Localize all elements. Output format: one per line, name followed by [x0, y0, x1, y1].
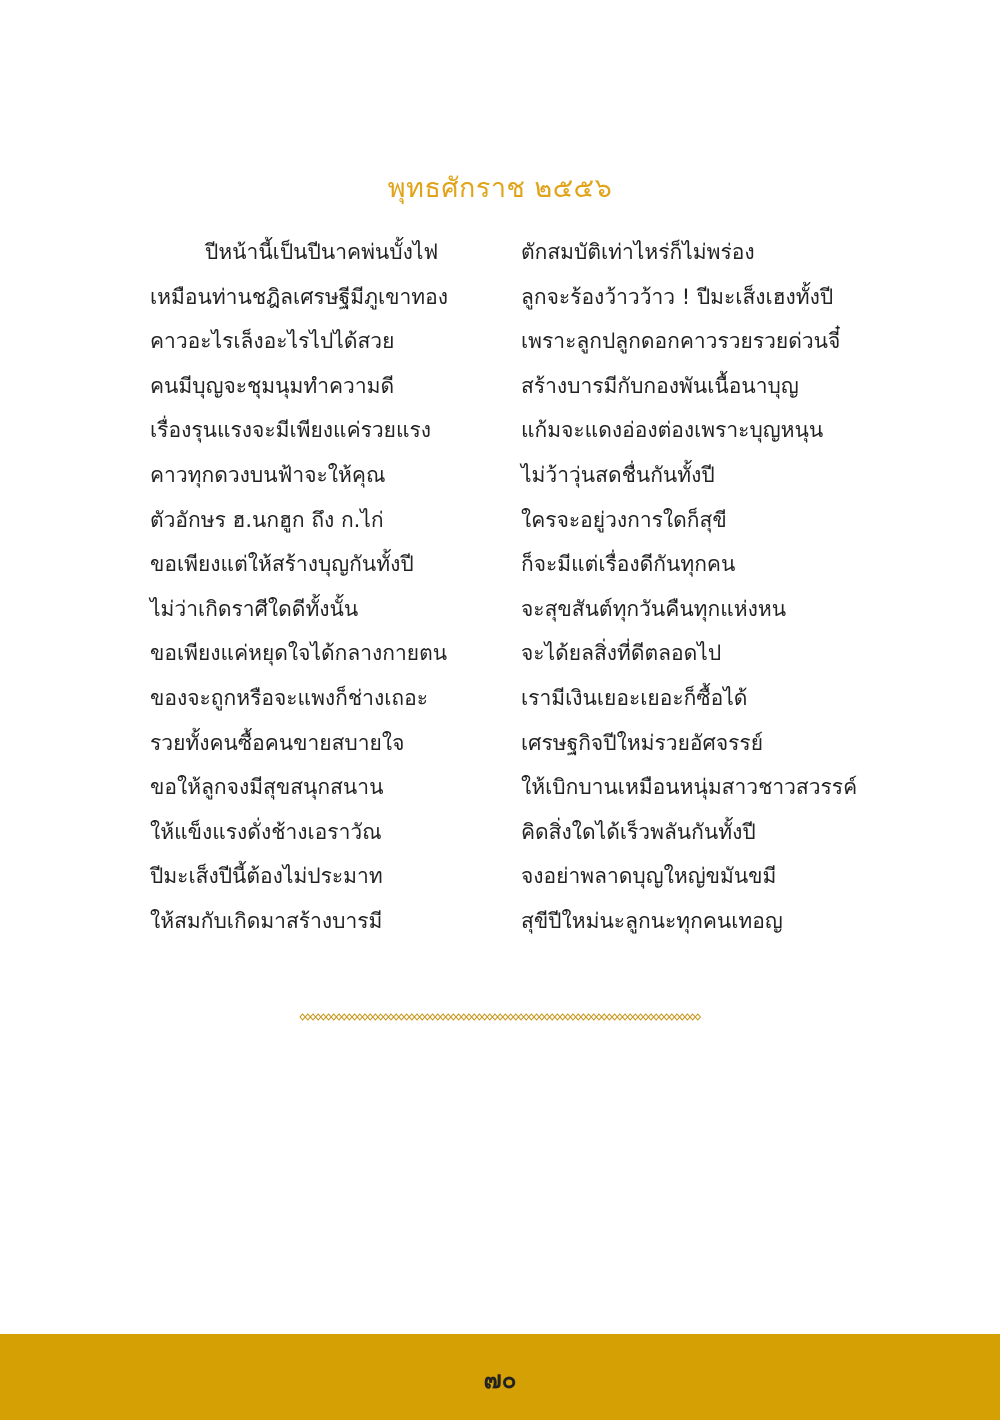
poem-line: จะสุขสันต์ทุกวันคืนทุกแห่งหน: [521, 596, 787, 621]
diamond-link: [305, 1014, 310, 1020]
diamond-link: [570, 1014, 575, 1020]
diamond-link: [612, 1014, 617, 1020]
diamond-link: [472, 1014, 477, 1020]
diamond-link: [331, 1014, 336, 1020]
diamond-link: [498, 1014, 503, 1020]
diamond-link: [357, 1014, 362, 1020]
diamond-link: [524, 1014, 529, 1020]
diamond-link: [461, 1014, 466, 1020]
poem-line: ปีหน้านี้เป็นปีนาคพ่นบั้งไฟ: [205, 240, 439, 264]
diamond-link: [654, 1014, 659, 1020]
diamond-link: [352, 1014, 357, 1020]
poem-line: ให้เบิกบานเหมือนหนุ่มสาวชาวสวรรค์: [521, 775, 858, 800]
diamond-link: [466, 1014, 471, 1020]
diamond-link: [685, 1014, 690, 1020]
diamond-link: [492, 1014, 497, 1020]
poem-line: ก็จะมีแต่เรื่องดีกันทุกคน: [521, 552, 736, 577]
diamond-link: [513, 1014, 518, 1020]
diamond-link: [414, 1014, 419, 1020]
poem-right-column: [521, 230, 857, 944]
diamond-link: [576, 1014, 581, 1020]
diamond-link: [518, 1014, 523, 1020]
diamond-link: [399, 1014, 404, 1020]
diamond-link: [430, 1014, 435, 1020]
diamond-link: [586, 1014, 591, 1020]
diamond-link: [680, 1014, 685, 1020]
diamond-link: [425, 1014, 430, 1020]
diamond-link: [648, 1014, 653, 1020]
poem-line: ให้สมกับเกิดมาสร้างบารมี: [150, 908, 383, 933]
diamond-link: [342, 1014, 347, 1020]
diamond-link: [487, 1014, 492, 1020]
diamond-link: [607, 1014, 612, 1020]
poem-line: เรามีเงินเยอะเยอะก็ซื้อได้: [521, 685, 748, 710]
diamond-link: [435, 1014, 440, 1020]
diamond-link: [628, 1014, 633, 1020]
poem-line: เพราะลูกปลูกดอกคาวรวยรวยด่วนจี๋: [521, 329, 841, 354]
diamond-link: [539, 1014, 544, 1020]
diamond-link: [446, 1014, 451, 1020]
diamond-link: [310, 1014, 315, 1020]
diamond-link: [555, 1014, 560, 1020]
poem-line: เรื่องรุนแรงจะมีเพียงแค่รวยแรง: [150, 418, 432, 443]
diamond-link: [638, 1014, 643, 1020]
poem-line: ตัวอักษร ฮ.นกฮูก ถึง ก.ไก่: [150, 507, 384, 532]
poem-line: ขอเพียงแค่หยุดใจได้กลางกายตน: [150, 641, 448, 666]
diamond-link: [565, 1014, 570, 1020]
poem-line: คิดสิ่งใดได้เร็วพลันกันทั้งปี: [521, 819, 756, 844]
poem-line: แก้มจะแดงอ่องต่องเพราะบุญหนุน: [521, 418, 824, 443]
diamond-chain-divider: [298, 1011, 702, 1023]
diamond-link: [508, 1014, 513, 1020]
diamond-link: [388, 1014, 393, 1020]
diamond-link: [695, 1014, 700, 1020]
poem-line: ตักสมบัติเท่าไหร่ก็ไม่พร่อง: [521, 240, 755, 264]
diamond-link: [591, 1014, 596, 1020]
diamond-link: [581, 1014, 586, 1020]
poem-line: ไม่ว่าเกิดราศีใดดีทั้งนั้น: [150, 596, 359, 621]
diamond-link: [316, 1014, 321, 1020]
diamond-link: [326, 1014, 331, 1020]
poem-line: ปีมะเส็งปีนี้ต้องไม่ประมาท: [150, 864, 383, 889]
diamond-link: [674, 1014, 679, 1020]
diamond-link: [664, 1014, 669, 1020]
diamond-link: [440, 1014, 445, 1020]
diamond-link: [690, 1014, 695, 1020]
poem-line: เหมือนท่านชฎิลเศรษฐีมีภูเขาทอง: [150, 284, 448, 309]
poem-line: คนมีบุญจะชุมนุมทำความดี: [150, 373, 395, 398]
poem-line: สุขีปีใหม่นะลูกนะทุกคนเทอญ: [521, 908, 783, 933]
diamond-link: [617, 1014, 622, 1020]
diamond-link: [378, 1014, 383, 1020]
diamond-link: [622, 1014, 627, 1020]
diamond-link: [404, 1014, 409, 1020]
diamond-link: [602, 1014, 607, 1020]
diamond-link: [633, 1014, 638, 1020]
poem-line: จงอย่าพลาดบุญใหญ่ขมันขมี: [521, 864, 777, 889]
diamond-link: [300, 1014, 305, 1020]
diamond-link: [643, 1014, 648, 1020]
diamond-link: [550, 1014, 555, 1020]
diamond-link: [394, 1014, 399, 1020]
diamond-link: [373, 1014, 378, 1020]
diamond-link: [383, 1014, 388, 1020]
diamond-link: [477, 1014, 482, 1020]
diamond-link: [544, 1014, 549, 1020]
diamond-link: [534, 1014, 539, 1020]
diamond-link: [368, 1014, 373, 1020]
poem-line: ให้แข็งแรงดั่งช้างเอราวัณ: [150, 819, 382, 844]
diamond-link: [451, 1014, 456, 1020]
poem-line: รวยทั้งคนซื้อคนขายสบายใจ: [150, 730, 405, 755]
diamond-link: [669, 1014, 674, 1020]
diamond-link: [347, 1014, 352, 1020]
diamond-link: [503, 1014, 508, 1020]
diamond-link: [336, 1014, 341, 1020]
diamond-link: [456, 1014, 461, 1020]
poem-left-column: [150, 230, 448, 944]
footer-band: [0, 1334, 1000, 1420]
poem-line: ขอเพียงแต่ให้สร้างบุญกันทั้งปี: [150, 552, 414, 577]
poem-line: คาวทุกดวงบนฟ้าจะให้คุณ: [150, 462, 386, 487]
diamond-link: [409, 1014, 414, 1020]
poem-line: คาวอะไรเล็งอะไรไปได้สวย: [150, 329, 395, 354]
poem-line: ลูกจะร้องว้าวว้าว ! ปีมะเส็งเฮงทั้งปี: [521, 284, 834, 309]
poem-line: สร้างบารมีกับกองพันเนื้อนาบุญ: [521, 373, 799, 398]
diamond-link: [420, 1014, 425, 1020]
diamond-link: [560, 1014, 565, 1020]
diamond-link: [659, 1014, 664, 1020]
poem-title: พุทธศักราช ๒๕๕๖: [387, 173, 613, 204]
diamond-link: [362, 1014, 367, 1020]
diamond-link: [529, 1014, 534, 1020]
poem-line: ของจะถูกหรือจะแพงก็ช่างเถอะ: [150, 685, 428, 710]
poem-line: ไม่ว้าวุ่นสดชื่นกันทั้งปี: [521, 462, 715, 487]
diamond-link: [482, 1014, 487, 1020]
poem-line: ใครจะอยู่วงการใดก็สุขี: [521, 507, 727, 532]
diamond-link: [596, 1014, 601, 1020]
poem-line: ขอให้ลูกจงมีสุขสนุกสนาน: [150, 775, 384, 800]
page-number: ๗๐: [483, 1366, 517, 1394]
diamond-link: [321, 1014, 326, 1020]
poem-line: จะได้ยลสิ่งที่ดีตลอดไป: [521, 641, 722, 666]
poem-line: เศรษฐกิจปีใหม่รวยอัศจรรย์: [521, 730, 763, 755]
